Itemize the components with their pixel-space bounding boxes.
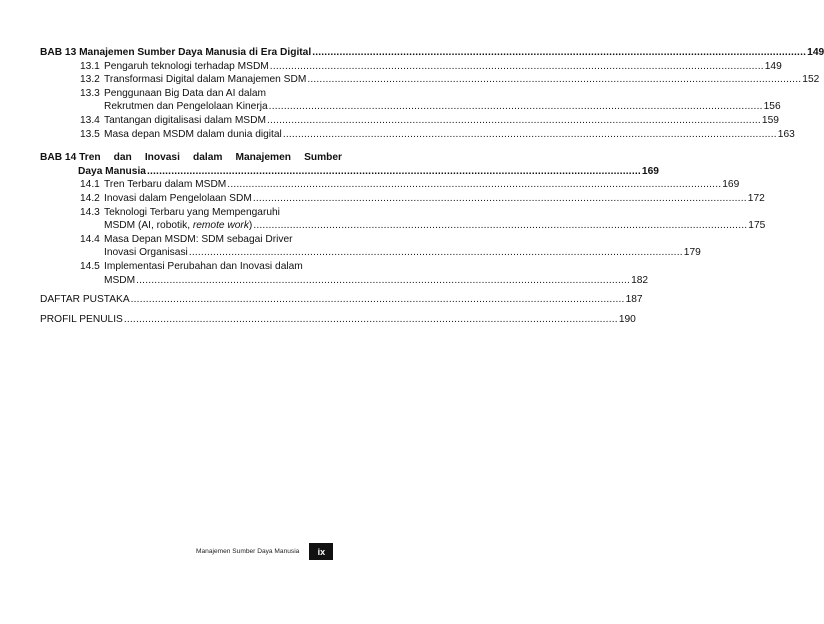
dot-leader xyxy=(312,46,806,60)
chapter-14-title xyxy=(40,151,342,165)
item-title: Inovasi dalam Pengelolaan SDM xyxy=(104,192,252,204)
dot-leader xyxy=(147,165,641,179)
item-number: 13.3 xyxy=(80,87,100,99)
toc-item-13-3[interactable] xyxy=(40,87,342,101)
item-number: 13.1 xyxy=(80,60,100,72)
profil-penulis-title: PROFIL PENULIS xyxy=(40,313,123,325)
item-title: MSDM xyxy=(104,274,136,286)
item-number: 14.3 xyxy=(80,206,100,218)
heading-word: Inovasi xyxy=(144,152,180,164)
item-page: 163 xyxy=(777,128,795,140)
item-page: 152 xyxy=(802,74,820,86)
toc-chapter-14-line1[interactable] xyxy=(40,151,342,165)
item-title-line1: Masa Depan MSDM: SDM sebagai Driver xyxy=(104,233,293,245)
toc-chapter-14-line2[interactable] xyxy=(40,165,659,179)
running-title: Manajemen Sumber Daya Manusia xyxy=(196,548,300,555)
dot-leader xyxy=(253,219,747,233)
heading-word: BAB 14 Tren xyxy=(40,152,101,164)
dot-leader xyxy=(270,60,764,74)
chapter-14-page: 169 xyxy=(641,165,659,177)
heading-word: Sumber xyxy=(304,152,342,164)
item-title-line1: Teknologi Terbaru yang Mempengaruhi xyxy=(104,206,280,218)
item-title-line1: Implementasi Perubahan dan Inovasi dalam xyxy=(104,260,303,272)
item-number: 13.5 xyxy=(80,128,100,140)
item-number: 14.2 xyxy=(80,192,100,204)
page-number-badge: ix xyxy=(309,543,333,560)
dot-leader xyxy=(136,274,630,288)
toc-item-14-3-cont[interactable] xyxy=(40,219,766,233)
heading-word: dalam xyxy=(193,152,223,164)
toc-item-14-5[interactable] xyxy=(40,260,342,274)
table-of-contents xyxy=(40,46,824,326)
item-title: Tren Terbaru dalam MSDM xyxy=(104,179,227,191)
item-title: Masa depan MSDM dalam dunia digital xyxy=(104,128,282,140)
toc-item-13-3-cont[interactable] xyxy=(40,100,781,114)
dot-leader xyxy=(131,293,625,307)
dot-leader xyxy=(227,178,721,192)
item-title-part: ) xyxy=(248,220,253,232)
dot-leader xyxy=(269,100,763,114)
toc-profil-penulis[interactable] xyxy=(40,313,636,327)
spacer xyxy=(40,141,342,151)
item-title: Rekrutmen dan Pengelolaan Kinerja xyxy=(104,101,268,113)
toc-chapter-13[interactable] xyxy=(40,46,824,60)
toc-item-14-5-cont[interactable] xyxy=(40,274,649,288)
chapter-13-page: 149 xyxy=(807,47,824,58)
toc-item-13-4[interactable] xyxy=(40,114,779,128)
item-title xyxy=(104,219,252,233)
heading-word: dan xyxy=(113,152,132,164)
item-title-emphasis: remote work xyxy=(192,220,249,232)
item-page: 159 xyxy=(761,114,779,126)
chapter-14-title-cont: Daya Manusia xyxy=(78,165,146,177)
toc-item-13-5[interactable] xyxy=(40,128,795,142)
heading-word: Manajemen xyxy=(235,152,291,164)
chapter-13-title: BAB 13 Manajemen Sumber Daya Manusia di Era Digital xyxy=(40,47,312,58)
item-number: 13.4 xyxy=(80,114,100,126)
item-page: 156 xyxy=(763,101,781,113)
toc-item-14-2[interactable] xyxy=(40,192,765,206)
item-title-part: MSDM (AI, robotik, xyxy=(104,220,193,232)
toc-item-13-1[interactable] xyxy=(40,60,782,74)
item-number: 14.4 xyxy=(80,233,100,245)
item-page: 182 xyxy=(631,274,649,286)
toc-item-14-4[interactable] xyxy=(40,233,342,247)
profil-penulis-page: 190 xyxy=(618,313,636,325)
item-page: 179 xyxy=(683,247,701,259)
item-title-line1: Penggunaan Big Data dan AI dalam xyxy=(104,87,266,99)
item-number: 14.5 xyxy=(80,260,100,272)
item-page: 169 xyxy=(722,179,740,191)
toc-daftar-pustaka[interactable] xyxy=(40,293,643,307)
daftar-pustaka-page: 187 xyxy=(625,294,643,306)
item-number: 13.2 xyxy=(80,74,100,86)
item-page: 172 xyxy=(747,192,765,204)
item-title: Inovasi Organisasi xyxy=(104,247,188,259)
dot-leader xyxy=(189,246,683,260)
daftar-pustaka-title: DAFTAR PUSTAKA xyxy=(40,294,130,306)
toc-item-14-3[interactable] xyxy=(40,206,342,220)
toc-item-13-2[interactable] xyxy=(40,73,820,87)
item-title: Pengaruh teknologi terhadap MSDM xyxy=(104,60,269,72)
dot-leader xyxy=(253,192,747,206)
dot-leader xyxy=(283,128,777,142)
dot-leader xyxy=(307,73,801,87)
toc-item-14-1[interactable] xyxy=(40,178,740,192)
dot-leader xyxy=(267,114,761,128)
item-number: 14.1 xyxy=(80,179,100,191)
toc-item-14-4-cont[interactable] xyxy=(40,246,701,260)
page-footer xyxy=(196,543,333,560)
item-title: Transformasi Digital dalam Manajemen SDM xyxy=(104,74,307,86)
item-title: Tantangan digitalisasi dalam MSDM xyxy=(104,114,266,126)
dot-leader xyxy=(124,313,618,327)
item-page: 175 xyxy=(748,220,766,232)
item-page: 149 xyxy=(764,60,782,72)
